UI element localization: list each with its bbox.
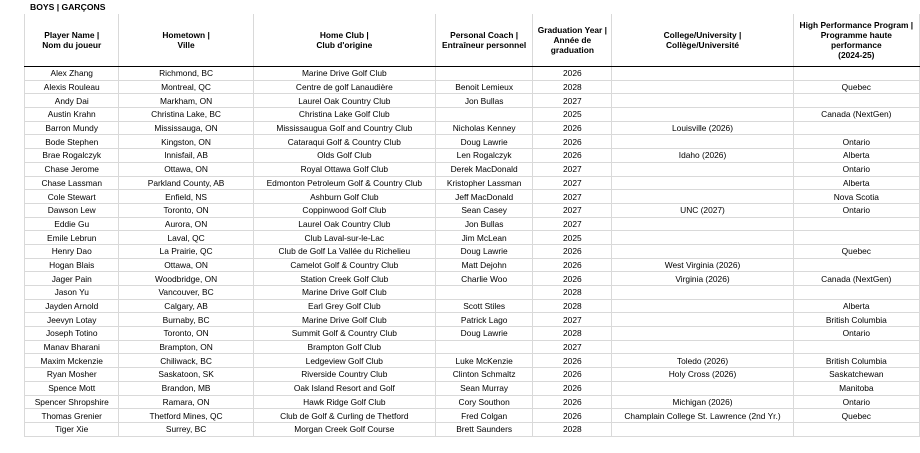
home-club-cell[interactable]: Olds Golf Club (253, 149, 435, 163)
table-row (25, 80, 920, 94)
hp-program-cell[interactable]: Quebec (793, 244, 919, 258)
personal-coach-cell[interactable]: Charlie Woo (435, 272, 532, 286)
player-name-cell[interactable]: Joseph Totino (25, 327, 119, 341)
hometown-cell[interactable]: Saskatoon, SK (119, 368, 253, 382)
hp-program-cell[interactable]: Alberta (793, 176, 919, 190)
hp-program-cell[interactable] (793, 217, 919, 231)
hp-program-cell[interactable]: Ontario (793, 395, 919, 409)
table-row (25, 313, 920, 327)
header-line: Graduation Year | (537, 25, 607, 35)
college-cell[interactable]: West Virginia (2026) (612, 258, 793, 272)
graduation-year-cell[interactable]: 2026 (533, 67, 612, 81)
college-cell[interactable]: Idaho (2026) (612, 149, 793, 163)
graduation-year-cell[interactable]: 2026 (533, 149, 612, 163)
hp-program-cell[interactable] (793, 94, 919, 108)
graduation-year-cell[interactable]: 2026 (533, 381, 612, 395)
home-club-cell[interactable]: Summit Golf & Country Club (253, 327, 435, 341)
personal-coach-cell[interactable]: Luke McKenzie (435, 354, 532, 368)
table-row (25, 409, 920, 423)
hometown-cell[interactable]: Richmond, BC (119, 67, 253, 81)
personal-coach-cell[interactable]: Fred Colgan (435, 409, 532, 423)
player-name-cell[interactable]: Brae Rogalczyk (25, 149, 119, 163)
college-cell[interactable] (612, 135, 793, 149)
home-club-cell[interactable]: Station Creek Golf Club (253, 272, 435, 286)
table-row (25, 162, 920, 176)
header-line: College/University | (663, 30, 742, 40)
home-club-cell[interactable]: Riverside Country Club (253, 368, 435, 382)
home-club-cell[interactable]: Club de Golf La Vallée du Richelieu (253, 244, 435, 258)
hp-program-cell[interactable]: Ontario (793, 135, 919, 149)
college-cell[interactable]: Holy Cross (2026) (612, 368, 793, 382)
player-name-cell[interactable]: Thomas Grenier (25, 409, 119, 423)
home-club-cell[interactable]: Club de Golf & Curling de Thetford (253, 409, 435, 423)
home-club-cell[interactable]: Royal Ottawa Golf Club (253, 162, 435, 176)
header-college[interactable] (612, 14, 793, 67)
home-club-cell[interactable]: Marine Drive Golf Club (253, 313, 435, 327)
college-cell[interactable] (612, 94, 793, 108)
graduation-year-cell[interactable]: 2028 (533, 286, 612, 300)
hp-program-cell[interactable]: Ontario (793, 327, 919, 341)
hometown-cell[interactable]: Calgary, AB (119, 299, 253, 313)
player-name-cell[interactable]: Maxim Mckenzie (25, 354, 119, 368)
hp-program-cell[interactable]: British Columbia (793, 354, 919, 368)
player-name-cell[interactable]: Emile Lebrun (25, 231, 119, 245)
college-cell[interactable] (612, 340, 793, 354)
table-row (25, 108, 920, 122)
player-name-cell[interactable]: Eddie Gu (25, 217, 119, 231)
table-row (25, 203, 920, 217)
player-name-cell[interactable]: Andy Dai (25, 94, 119, 108)
hometown-cell[interactable]: Christina Lake, BC (119, 108, 253, 122)
college-cell[interactable] (612, 327, 793, 341)
hp-program-cell[interactable]: Quebec (793, 80, 919, 94)
graduation-year-cell[interactable]: 2025 (533, 108, 612, 122)
personal-coach-cell[interactable]: Kristopher Lassman (435, 176, 532, 190)
header-line: Nom du joueur (42, 40, 102, 50)
header-row (25, 14, 920, 67)
college-cell[interactable] (612, 80, 793, 94)
hometown-cell[interactable]: Mississauga, ON (119, 121, 253, 135)
player-name-cell[interactable]: Chase Jerome (25, 162, 119, 176)
hp-program-cell[interactable]: Ontario (793, 162, 919, 176)
table-row (25, 368, 920, 382)
hometown-cell[interactable]: Parkland County, AB (119, 176, 253, 190)
header-line: Entraîneur personnel (442, 40, 527, 50)
player-name-cell[interactable]: Jeevyn Lotay (25, 313, 119, 327)
graduation-year-cell[interactable]: 2027 (533, 176, 612, 190)
player-name-cell[interactable]: Spencer Shropshire (25, 395, 119, 409)
personal-coach-cell[interactable]: Sean Casey (435, 203, 532, 217)
hp-program-cell[interactable] (793, 231, 919, 245)
home-club-cell[interactable]: Earl Grey Golf Club (253, 299, 435, 313)
college-cell[interactable] (612, 231, 793, 245)
player-name-cell[interactable]: Jager Pain (25, 272, 119, 286)
hp-program-cell[interactable] (793, 121, 919, 135)
player-name-cell[interactable]: Ryan Mosher (25, 368, 119, 382)
home-club-cell[interactable]: Marine Drive Golf Club (253, 67, 435, 81)
college-cell[interactable] (612, 381, 793, 395)
personal-coach-cell[interactable] (435, 108, 532, 122)
table-row (25, 176, 920, 190)
personal-coach-cell[interactable]: Derek MacDonald (435, 162, 532, 176)
graduation-year-cell[interactable]: 2028 (533, 422, 612, 436)
personal-coach-cell[interactable]: Clinton Schmaltz (435, 368, 532, 382)
college-cell[interactable] (612, 108, 793, 122)
header-line: Ville (177, 40, 195, 50)
college-cell[interactable] (612, 313, 793, 327)
table-row (25, 272, 920, 286)
hp-program-cell[interactable]: Nova Scotia (793, 190, 919, 204)
personal-coach-cell[interactable]: Benoit Lemieux (435, 80, 532, 94)
graduation-year-cell[interactable]: 2026 (533, 409, 612, 423)
header-player-name[interactable] (25, 14, 119, 67)
hometown-cell[interactable]: Surrey, BC (119, 422, 253, 436)
personal-coach-cell[interactable] (435, 286, 532, 300)
graduation-year-cell[interactable]: 2025 (533, 231, 612, 245)
roster-body (25, 67, 920, 437)
section-title[interactable]: BOYS | GARÇONS (30, 2, 106, 12)
personal-coach-cell[interactable]: Doug Lawrie (435, 135, 532, 149)
hometown-cell[interactable]: Brampton, ON (119, 340, 253, 354)
college-cell[interactable]: Virginia (2026) (612, 272, 793, 286)
table-row (25, 231, 920, 245)
home-club-cell[interactable]: Ledgeview Golf Club (253, 354, 435, 368)
hp-program-cell[interactable]: Alberta (793, 299, 919, 313)
table-row (25, 121, 920, 135)
personal-coach-cell[interactable]: Sean Murray (435, 381, 532, 395)
table-row (25, 67, 920, 81)
hometown-cell[interactable]: Innisfail, AB (119, 149, 253, 163)
header-line: Hometown | (162, 30, 210, 40)
home-club-cell[interactable]: Cataraqui Golf & Country Club (253, 135, 435, 149)
hometown-cell[interactable]: Kingston, ON (119, 135, 253, 149)
player-name-cell[interactable]: Jason Yu (25, 286, 119, 300)
hometown-cell[interactable]: Thetford Mines, QC (119, 409, 253, 423)
player-name-cell[interactable]: Spence Mott (25, 381, 119, 395)
table-row (25, 244, 920, 258)
college-cell[interactable] (612, 286, 793, 300)
home-club-cell[interactable]: Centre de golf Lanaudière (253, 80, 435, 94)
graduation-year-cell[interactable]: 2026 (533, 354, 612, 368)
hometown-cell[interactable]: Ottawa, ON (119, 162, 253, 176)
graduation-year-cell[interactable]: 2026 (533, 135, 612, 149)
personal-coach-cell[interactable]: Matt Dejohn (435, 258, 532, 272)
table-row (25, 299, 920, 313)
table-row (25, 190, 920, 204)
table-row (25, 354, 920, 368)
player-name-cell[interactable]: Hogan Blais (25, 258, 119, 272)
table-row (25, 217, 920, 231)
personal-coach-cell[interactable] (435, 340, 532, 354)
hometown-cell[interactable]: Enfield, NS (119, 190, 253, 204)
header-hp-program[interactable] (793, 14, 919, 67)
hometown-cell[interactable]: Markham, ON (119, 94, 253, 108)
table-row (25, 286, 920, 300)
player-name-cell[interactable]: Henry Dao (25, 244, 119, 258)
graduation-year-cell[interactable]: 2028 (533, 299, 612, 313)
personal-coach-cell[interactable]: Nicholas Kenney (435, 121, 532, 135)
personal-coach-cell[interactable]: Doug Lawrie (435, 244, 532, 258)
hometown-cell[interactable]: Vancouver, BC (119, 286, 253, 300)
hometown-cell[interactable]: Toronto, ON (119, 327, 253, 341)
college-cell[interactable]: Louisville (2026) (612, 121, 793, 135)
personal-coach-cell[interactable]: Jon Bullas (435, 94, 532, 108)
header-line: Collège/Université (665, 40, 740, 50)
college-cell[interactable] (612, 67, 793, 81)
home-club-cell[interactable]: Camelot Golf & Country Club (253, 258, 435, 272)
player-name-cell[interactable]: Alexis Rouleau (25, 80, 119, 94)
hp-program-cell[interactable]: Manitoba (793, 381, 919, 395)
hometown-cell[interactable]: Woodbridge, ON (119, 272, 253, 286)
player-name-cell[interactable]: Jayden Arnold (25, 299, 119, 313)
hp-program-cell[interactable]: Alberta (793, 149, 919, 163)
table-row (25, 340, 920, 354)
hp-program-cell[interactable]: Canada (NextGen) (793, 272, 919, 286)
table-row (25, 258, 920, 272)
graduation-year-cell[interactable]: 2027 (533, 162, 612, 176)
home-club-cell[interactable]: Brampton Golf Club (253, 340, 435, 354)
personal-coach-cell[interactable]: Brett Saunders (435, 422, 532, 436)
home-club-cell[interactable]: Club Laval-sur-le-Lac (253, 231, 435, 245)
college-cell[interactable] (612, 299, 793, 313)
table-row (25, 149, 920, 163)
personal-coach-cell[interactable]: Len Rogalczyk (435, 149, 532, 163)
table-row (25, 381, 920, 395)
hp-program-cell[interactable] (793, 286, 919, 300)
home-club-cell[interactable]: Marine Drive Golf Club (253, 286, 435, 300)
header-line: graduation (550, 45, 594, 55)
personal-coach-cell[interactable] (435, 67, 532, 81)
graduation-year-cell[interactable]: 2028 (533, 327, 612, 341)
header-line: Programme haute (820, 30, 892, 40)
player-name-cell[interactable]: Dawson Lew (25, 203, 119, 217)
table-row (25, 135, 920, 149)
header-line: Home Club | (319, 30, 369, 40)
personal-coach-cell[interactable]: Jeff MacDonald (435, 190, 532, 204)
graduation-year-cell[interactable]: 2026 (533, 258, 612, 272)
college-cell[interactable] (612, 190, 793, 204)
player-name-cell[interactable]: Tiger Xie (25, 422, 119, 436)
table-row (25, 94, 920, 108)
hp-program-cell[interactable] (793, 422, 919, 436)
college-cell[interactable]: Michigan (2026) (612, 395, 793, 409)
home-club-cell[interactable]: Edmonton Petroleum Golf & Country Club (253, 176, 435, 190)
player-name-cell[interactable]: Cole Stewart (25, 190, 119, 204)
hometown-cell[interactable]: Chiliwack, BC (119, 354, 253, 368)
player-name-cell[interactable]: Barron Mundy (25, 121, 119, 135)
player-name-cell[interactable]: Bode Stephen (25, 135, 119, 149)
player-name-cell[interactable]: Alex Zhang (25, 67, 119, 81)
graduation-year-cell[interactable]: 2027 (533, 340, 612, 354)
hometown-cell[interactable]: Ottawa, ON (119, 258, 253, 272)
roster-table (24, 14, 920, 437)
hp-program-cell[interactable]: Saskatchewan (793, 368, 919, 382)
graduation-year-cell[interactable]: 2026 (533, 368, 612, 382)
graduation-year-cell[interactable]: 2027 (533, 217, 612, 231)
graduation-year-cell[interactable]: 2027 (533, 94, 612, 108)
college-cell[interactable] (612, 162, 793, 176)
personal-coach-cell[interactable]: Cory Southon (435, 395, 532, 409)
home-club-cell[interactable]: Laurel Oak Country Club (253, 217, 435, 231)
hometown-cell[interactable]: Toronto, ON (119, 203, 253, 217)
hp-program-cell[interactable]: Ontario (793, 203, 919, 217)
college-cell[interactable] (612, 176, 793, 190)
graduation-year-cell[interactable]: 2026 (533, 244, 612, 258)
table-row (25, 327, 920, 341)
graduation-year-cell[interactable]: 2027 (533, 203, 612, 217)
hometown-cell[interactable]: Ramara, ON (119, 395, 253, 409)
header-line: Club d'origine (316, 40, 373, 50)
hometown-cell[interactable]: Brandon, MB (119, 381, 253, 395)
header-line: High Performance Program | (799, 20, 914, 30)
college-cell[interactable]: UNC (2027) (612, 203, 793, 217)
header-hometown[interactable] (119, 14, 253, 67)
graduation-year-cell[interactable]: 2026 (533, 395, 612, 409)
graduation-year-cell[interactable]: 2026 (533, 121, 612, 135)
hp-program-cell[interactable]: British Columbia (793, 313, 919, 327)
college-cell[interactable]: Champlain College St. Lawrence (2nd Yr.) (612, 409, 793, 423)
player-name-cell[interactable]: Manav Bharani (25, 340, 119, 354)
college-cell[interactable] (612, 217, 793, 231)
home-club-cell[interactable]: Ashburn Golf Club (253, 190, 435, 204)
home-club-cell[interactable]: Laurel Oak Country Club (253, 94, 435, 108)
player-name-cell[interactable]: Austin Krahn (25, 108, 119, 122)
header-line: Année de (553, 35, 592, 45)
player-name-cell[interactable]: Chase Lassman (25, 176, 119, 190)
graduation-year-cell[interactable]: 2028 (533, 80, 612, 94)
hometown-cell[interactable]: Burnaby, BC (119, 313, 253, 327)
header-home-club[interactable] (253, 14, 435, 67)
home-club-cell[interactable]: Coppinwood Golf Club (253, 203, 435, 217)
home-club-cell[interactable]: Christina Lake Golf Club (253, 108, 435, 122)
hometown-cell[interactable]: Aurora, ON (119, 217, 253, 231)
header-line: (2024-25) (838, 50, 875, 60)
hometown-cell[interactable]: La Prairie, QC (119, 244, 253, 258)
table-row (25, 422, 920, 436)
hometown-cell[interactable]: Laval, QC (119, 231, 253, 245)
hp-program-cell[interactable]: Quebec (793, 409, 919, 423)
college-cell[interactable] (612, 422, 793, 436)
graduation-year-cell[interactable]: 2027 (533, 190, 612, 204)
header-line: Player Name | (44, 30, 100, 40)
hp-program-cell[interactable] (793, 340, 919, 354)
hp-program-cell[interactable] (793, 258, 919, 272)
personal-coach-cell[interactable]: Jim McLean (435, 231, 532, 245)
header-graduation-year[interactable] (533, 14, 612, 67)
hp-program-cell[interactable] (793, 67, 919, 81)
personal-coach-cell[interactable]: Patrick Lago (435, 313, 532, 327)
table-row (25, 395, 920, 409)
college-cell[interactable] (612, 244, 793, 258)
personal-coach-cell[interactable]: Jon Bullas (435, 217, 532, 231)
personal-coach-cell[interactable]: Scott Stiles (435, 299, 532, 313)
home-club-cell[interactable]: Hawk Ridge Golf Club (253, 395, 435, 409)
header-line: performance (830, 40, 882, 50)
graduation-year-cell[interactable]: 2026 (533, 272, 612, 286)
home-club-cell[interactable]: Mississaugua Golf and Country Club (253, 121, 435, 135)
hp-program-cell[interactable]: Canada (NextGen) (793, 108, 919, 122)
personal-coach-cell[interactable]: Doug Lawrie (435, 327, 532, 341)
home-club-cell[interactable]: Morgan Creek Golf Course (253, 422, 435, 436)
hometown-cell[interactable]: Montreal, QC (119, 80, 253, 94)
home-club-cell[interactable]: Oak Island Resort and Golf (253, 381, 435, 395)
college-cell[interactable]: Toledo (2026) (612, 354, 793, 368)
header-line: Personal Coach | (450, 30, 519, 40)
graduation-year-cell[interactable]: 2027 (533, 313, 612, 327)
header-personal-coach[interactable] (435, 14, 532, 67)
